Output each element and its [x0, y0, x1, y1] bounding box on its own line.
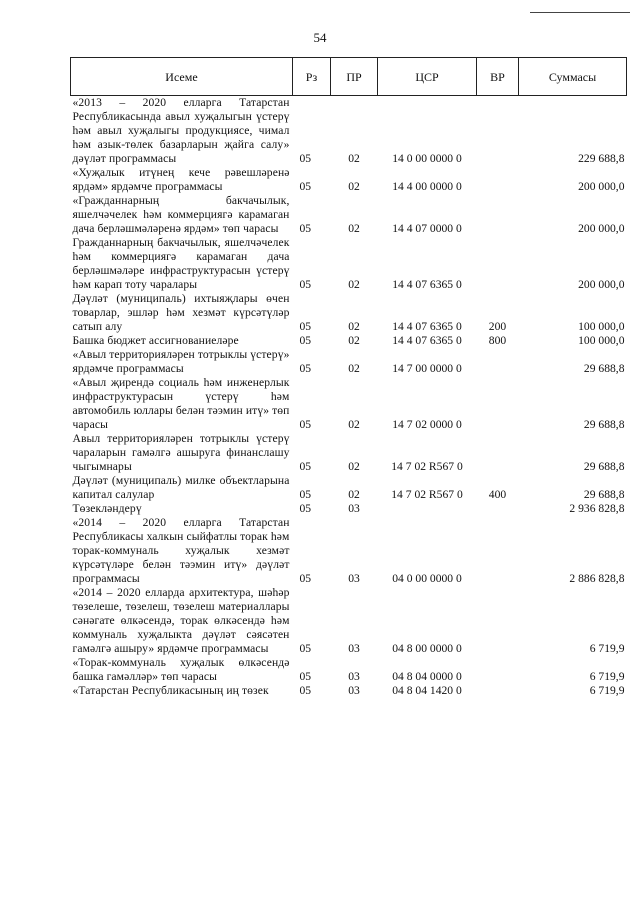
row-name: «Авыл территорияләрен тотрыклы үстерү» ярдәмче программасы — [72, 348, 290, 375]
row-sum: 6 719,9 — [589, 642, 625, 655]
row-pr: 03 — [348, 684, 360, 697]
row-name: «Татарстан Республикасының иң төзек — [72, 684, 269, 697]
row-csr: 14 4 07 0000 0 — [392, 222, 462, 235]
row-name: «2013 – 2020 елларга Татарстан Республикасында авыл хуҗалыгын үстерү һәм авыл хуҗалыгы продукциясе, чимал һәм азык-төлек базарларын җайга салу» дәүләт программасы — [72, 96, 290, 165]
header-pr: ПР — [331, 58, 378, 96]
row-rz: 05 — [299, 152, 312, 165]
row-pr: 02 — [348, 334, 360, 347]
row-sum: 29 688,8 — [583, 488, 625, 501]
row-sum: 2 886 828,8 — [569, 572, 625, 585]
row-rz: 05 — [299, 180, 312, 193]
row-vr — [477, 166, 519, 194]
row-vr — [477, 586, 519, 656]
row-csr: 14 4 07 6365 0 — [392, 278, 462, 291]
row-sum: 29 688,8 — [583, 460, 625, 473]
row-csr: 14 4 00 0000 0 — [392, 180, 462, 193]
table-row — [71, 432, 627, 474]
row-rz: 05 — [299, 488, 312, 501]
row-pr: 03 — [348, 642, 360, 655]
row-sum: 200 000,0 — [578, 278, 625, 291]
row-name: Төзекләндерү — [72, 502, 142, 515]
row-rz: 05 — [299, 362, 312, 375]
row-vr: 400 — [488, 488, 507, 501]
row-vr — [477, 516, 519, 586]
row-pr: 02 — [348, 180, 360, 193]
page-number: 54 — [313, 30, 327, 45]
row-pr: 02 — [348, 418, 360, 431]
row-csr: 14 4 07 6365 0 — [392, 320, 462, 333]
row-pr: 02 — [348, 320, 360, 333]
row-vr — [477, 502, 519, 516]
row-name: «Гражданнарның бакчачылык, яшелчәчелек һәм коммерциягә карамаган дача берләшмәләренә ярдәм» төп чарасы — [72, 194, 290, 235]
header-sum: Суммасы — [519, 58, 627, 96]
table-row — [71, 586, 627, 656]
row-csr: 04 8 00 0000 0 — [392, 642, 462, 655]
row-vr — [477, 432, 519, 474]
header-csr: ЦСР — [378, 58, 477, 96]
row-name: «Авыл җирендә социаль һәм инженерлык инфраструктурасын үстерү һәм автомобиль юллары белән тәэмин итү» төп чарасы — [72, 376, 290, 431]
row-name: Авыл территорияләрен тотрыклы үстерү чараларын гамәлгә ашыруга финанслашу чыгымнары — [72, 432, 290, 473]
row-rz: 05 — [299, 684, 312, 697]
table-row — [71, 516, 627, 586]
row-sum: 200 000,0 — [578, 222, 625, 235]
row-sum: 29 688,8 — [583, 418, 625, 431]
row-csr: 14 7 00 0000 0 — [392, 362, 462, 375]
row-name: «Торак-коммуналь хуҗалык өлкәсендә башка гамәлләр» төп чарасы — [72, 656, 290, 683]
row-pr: 02 — [348, 488, 360, 501]
row-vr: 200 — [488, 320, 507, 333]
table-row — [71, 684, 627, 698]
row-pr: 02 — [348, 362, 360, 375]
row-pr: 02 — [348, 278, 360, 291]
row-pr: 03 — [348, 502, 360, 515]
row-sum: 100 000,0 — [578, 320, 625, 333]
row-pr: 02 — [348, 152, 360, 165]
table-row — [71, 292, 627, 334]
table-row — [71, 474, 627, 502]
row-vr — [477, 348, 519, 376]
row-sum: 200 000,0 — [578, 180, 625, 193]
table-row — [71, 376, 627, 432]
row-name: Дәүләт (муниципаль) ихтыяҗлары өчен товарлар, эшләр һәм хезмәт күрсәтүләр сатып алу — [72, 292, 290, 333]
header-vr: ВР — [477, 58, 519, 96]
row-csr: 04 8 04 0000 0 — [392, 670, 462, 683]
row-name: «Хуҗалык итүнең кече рәвешләренә ярдәм» ярдәмче программасы — [72, 166, 290, 193]
row-rz: 05 — [299, 572, 312, 585]
row-sum: 6 719,9 — [589, 670, 625, 683]
row-rz: 05 — [299, 320, 312, 333]
table-row — [71, 334, 627, 348]
row-vr — [477, 656, 519, 684]
row-vr — [477, 194, 519, 236]
header-name: Исеме — [71, 58, 293, 96]
table-row — [71, 656, 627, 684]
row-rz: 05 — [299, 222, 312, 235]
row-csr: 04 0 00 0000 0 — [392, 572, 462, 585]
row-vr — [477, 236, 519, 292]
row-rz: 05 — [299, 334, 312, 347]
row-pr: 02 — [348, 460, 360, 473]
row-pr: 03 — [348, 572, 360, 585]
row-rz: 05 — [299, 418, 312, 431]
row-csr: 14 7 02 R567 0 — [391, 460, 463, 473]
row-sum: 2 936 828,8 — [569, 502, 625, 515]
row-name: Башка бюджет ассигнованиеләре — [72, 334, 239, 347]
row-csr: 04 8 04 1420 0 — [392, 684, 462, 697]
table-row — [71, 96, 627, 167]
row-rz: 05 — [299, 460, 312, 473]
row-name: Дәүләт (муниципаль) милке объектларына капитал салулар — [72, 474, 290, 501]
table-row — [71, 502, 627, 516]
row-rz: 05 — [299, 502, 312, 515]
row-csr: 14 7 02 0000 0 — [392, 418, 462, 431]
row-vr: 800 — [488, 334, 507, 347]
row-rz: 05 — [299, 670, 312, 683]
row-sum: 229 688,8 — [578, 152, 625, 165]
table-row — [71, 166, 627, 194]
row-sum: 6 719,9 — [589, 684, 625, 697]
table-row — [71, 348, 627, 376]
row-vr — [477, 684, 519, 698]
row-csr — [378, 502, 477, 516]
row-sum: 29 688,8 — [583, 362, 625, 375]
row-pr: 03 — [348, 670, 360, 683]
header-rz: Рз — [293, 58, 331, 96]
row-name: «2014 – 2020 елларга Татарстан Республикасы халкын сыйфатлы торак һәм торак-коммуналь хуҗалык хезмәт күрсәтүләре белән тәэмин итү» дәүләт программасы — [72, 516, 290, 585]
top-rule — [530, 12, 630, 13]
row-sum: 100 000,0 — [578, 334, 625, 347]
row-csr: 14 0 00 0000 0 — [392, 152, 462, 165]
table-header-row — [71, 58, 627, 96]
budget-table — [70, 57, 627, 698]
row-pr: 02 — [348, 222, 360, 235]
row-rz: 05 — [299, 278, 312, 291]
row-vr — [477, 96, 519, 167]
row-csr: 14 4 07 6365 0 — [392, 334, 462, 347]
table-row — [71, 194, 627, 236]
row-rz: 05 — [299, 642, 312, 655]
row-name: Гражданнарның бакчачылык, яшелчәчелек һәм коммерциягә карамаган дача берләшмәләре инфраструктурасын үстерү һәм карап тоту чаралары — [72, 236, 290, 291]
table-row — [71, 236, 627, 292]
row-vr — [477, 376, 519, 432]
row-name: «2014 – 2020 елларда архитектура, шәһәр төзелеше, төзелеш, төзелеш материаллары сәнәгате өлкәсендә, торак өлкәсендә һәм коммуналь хуҗалыкта дәүләт сәясәтен гамәлгә ашыру» ярдәмче программасы — [72, 586, 290, 655]
row-csr: 14 7 02 R567 0 — [391, 488, 463, 501]
